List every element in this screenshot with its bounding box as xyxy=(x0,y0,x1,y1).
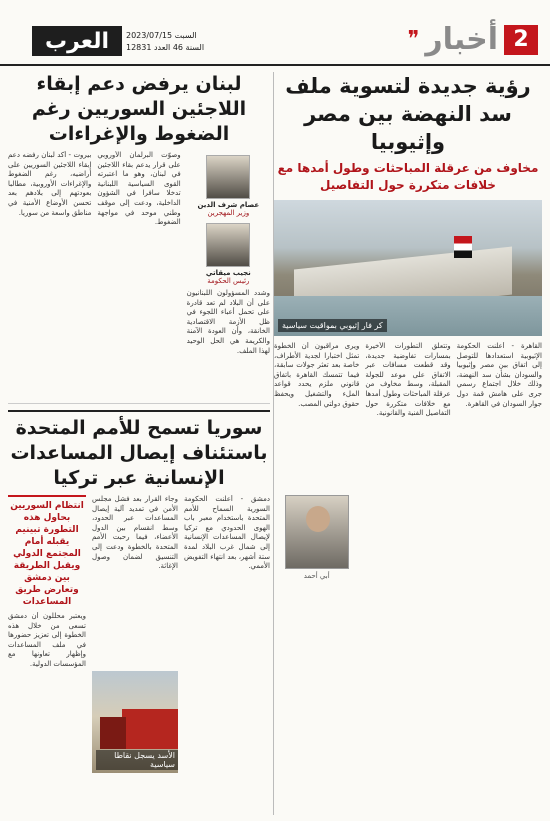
section-number: 2 xyxy=(504,25,538,55)
lebanon-portraits xyxy=(187,155,270,285)
trucks-photo-caption: الأسد يسجل نقاطا سياسية xyxy=(96,750,178,770)
section-header xyxy=(407,22,538,57)
syria-body xyxy=(8,495,270,781)
gerd-story xyxy=(274,72,542,815)
dam-photo xyxy=(274,200,542,336)
lebanon-body xyxy=(8,151,270,399)
issue-number: السنة 46 العدد 12831 xyxy=(126,43,205,52)
syria-sidebar-text: ويعتبر محللون أن دمشق تسعى من خلال هذه الخطوة إلى تعزيز حضورها في ملف المساعدات وإظهار تعاونها مع المؤسسات الدولية. xyxy=(8,612,86,668)
issue-date: السبت 2023/07/15 xyxy=(126,31,197,40)
quote-mark-icon: ❞ xyxy=(407,27,420,52)
gerd-subhead: مخاوف من عرقلة المباحثات وطول أمدها مع خلافات متكررة حول التفاصيل xyxy=(277,161,539,192)
portrait-1 xyxy=(189,155,267,217)
portrait-2-photo xyxy=(206,223,250,267)
trucks-photo xyxy=(92,671,178,773)
portrait-1-name: عصام شرف الدين xyxy=(197,201,260,209)
lebanon-story xyxy=(8,72,270,404)
portrait-2 xyxy=(189,223,267,285)
truck-cab xyxy=(100,717,126,749)
truck-trailer xyxy=(122,709,178,749)
lebanon-body-col2: وصوّت البرلمان الأوروبي على قرار يدعم بقاء اللاجئين في لبنان، وهو ما اعتبرته القوى السياسية اللبنانية تدخلا سافرا في الشؤون الداخلية، ودعت إلى موقف وطني موحد في مواجهة الضغوط. xyxy=(97,151,181,227)
lebanon-body-col3: وشدد المسؤولون اللبنانيون على أن البلاد لم تعد قادرة على تحمل أعباء اللجوء في ظل الأزمة الاقتصادية الخانقة، وأن العودة الآمنة والكريمة هي الحل الوحيد لهذا الملف. xyxy=(186,289,270,355)
lebanon-portraits-col xyxy=(187,151,270,399)
syria-sidebar xyxy=(8,495,86,781)
gerd-body-col3: ويرى مراقبون أن الخطوة تمثل اختبارا لجدية الأطراف، خاصة بعد تعثر جولات سابقة، فيما تتمسك القاهرة باتفاق قانوني ملزم يحدد قواعد الملء والتشغيل ويحفظ حقوق دولتي المصب. xyxy=(274,342,360,408)
left-column xyxy=(8,72,270,815)
portrait-2-name: نجيب ميقاتي xyxy=(205,269,251,277)
column-divider xyxy=(273,72,274,815)
syria-col2-wrap xyxy=(92,495,178,781)
gerd-body-col2: وتتعلق التطورات الأخيرة بمسارات تفاوضية جديدة، وقد قطعت مسافات عبر الاتفاق على موعد للجولة المقبلة، وسط مخاوف من عرقلة المباحثات وطول أمدها مع خلافات متكررة حول التفاصيل الفنية والقانونية. xyxy=(365,342,451,418)
lebanon-body-col1: بيروت - أكد لبنان رفضه دعم إبقاء اللاجئين السوريين على أراضيه، رغم الضغوط والإغراءات الأوروبية، مطالبا بعودتهم إلى بلادهم بعد تحسن الأوضاع الأمنية في مناطق واسعة من سوريا. xyxy=(8,151,92,217)
syria-body-col2: وجاء القرار بعد فشل مجلس الأمن في تمديد آلية إيصال المساعدات عبر الحدود، وسط انقسام بين الدول الأعضاء، فيما رحبت الأمم المتحدة بالخطوة ودعت إلى التنسيق لضمان وصول الإغاثة. xyxy=(92,495,178,571)
portrait-1-photo xyxy=(206,155,250,199)
newspaper-logo: العرب xyxy=(32,26,122,56)
masthead xyxy=(0,0,550,66)
lebanon-headline: لبنان يرفض دعم إبقاء اللاجئين السوريين رغم الضغوط والإغراءات xyxy=(31,73,247,145)
syria-body-col1: دمشق - أعلنت الحكومة السورية السماح للأمم المتحدة باستخدام معبر باب الهوى الحدودي مع تركيا لإيصال المساعدات الإنسانية إلى شمال غرب البلاد لمدة ستة أشهر، بعد انتهاء التفويض الأممي. xyxy=(184,495,270,571)
syria-story xyxy=(8,410,270,781)
section-name: أخبار xyxy=(425,22,498,57)
dam-photo-caption: كر فار إثيوبي بمواقيت سياسية xyxy=(278,319,387,332)
ethiopia-flag-icon xyxy=(454,236,472,258)
gerd-body-col3-wrap xyxy=(274,342,359,592)
abiy-portrait-caption: أبي أحمد xyxy=(303,572,330,580)
portrait-2-role: رئيس الحكومة xyxy=(207,277,250,285)
gerd-body-col1: القاهرة - أعلنت الحكومة الإثيوبية استعدادها للتوصل إلى اتفاق بين مصر وإثيوبيا والسودان بشأن سد النهضة، وذلك خلال اجتماع رسمي جرى على هامش قمة دول جوار السودان في القاهرة. xyxy=(456,342,542,408)
syria-headline: سوريا تسمح للأمم المتحدة باستئناف إيصال المساعدات الإنسانية عبر تركيا xyxy=(10,417,268,489)
issue-meta xyxy=(126,30,204,54)
gerd-body xyxy=(274,342,542,592)
gerd-headline: رؤية جديدة لتسوية ملف سد النهضة بين مصر وإثيوبيا xyxy=(285,74,531,154)
syria-sidebar-title: انتظام السوريين بحاول هذه التطورة تبينيم يقبله أمام المجتمع الدولي ويقبل الطريقة بين دمشق وتعارض طريق المساعدات xyxy=(10,501,84,607)
syria-text-cols xyxy=(92,495,270,781)
portrait-1-role: وزير المهجرين xyxy=(207,209,250,217)
abiy-portrait xyxy=(285,495,349,569)
